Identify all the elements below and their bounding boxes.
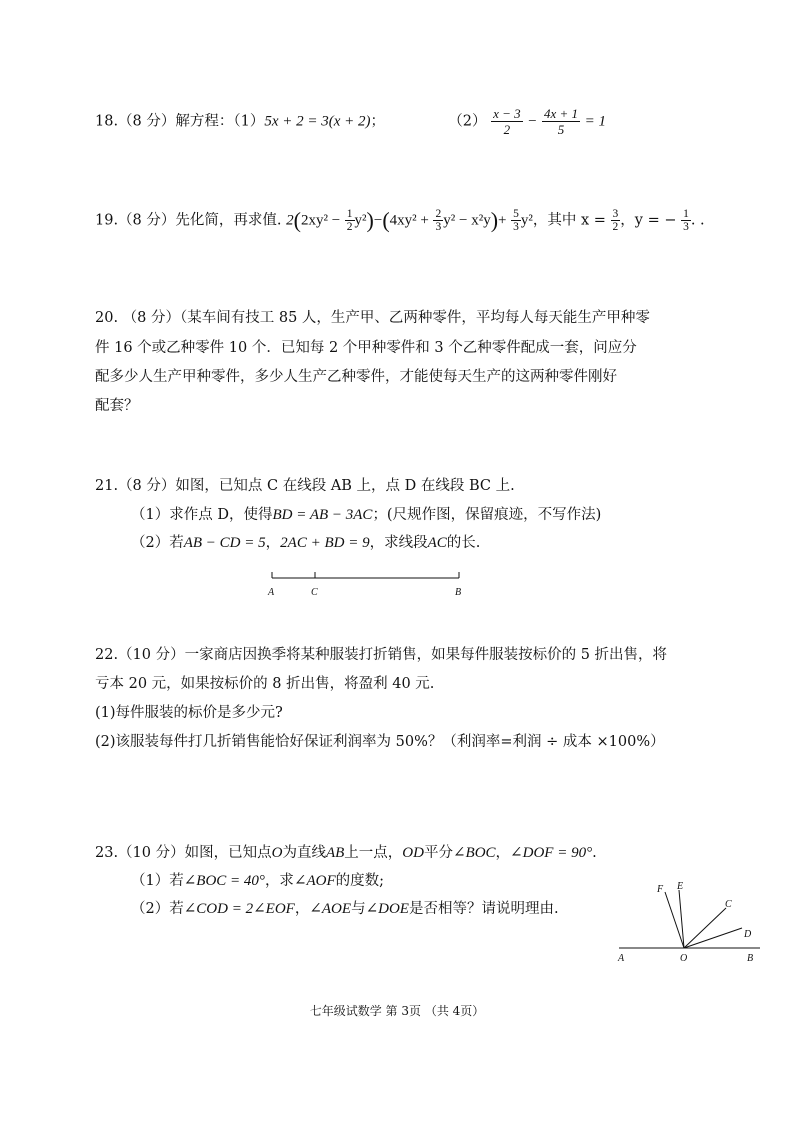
q20-line-4: 配套？	[95, 398, 139, 414]
q23-l2-m: ∠BOC = 40°	[183, 873, 265, 889]
q19-half-den: 2	[346, 221, 353, 233]
q23-l2-a: （1）若	[131, 873, 184, 889]
q23-l3-a: （2）若	[131, 901, 184, 917]
q21-l3-math-2: 2AC + BD = 9	[280, 535, 370, 551]
q19-end: . .	[690, 212, 705, 229]
q18-frac2-numerator: 4x + 1	[544, 106, 579, 121]
label-b: B	[455, 587, 462, 598]
q20-line-3: 配多少人生产甲种零件，多少人生产乙种零件，才能使每天生产的这两种零件刚好	[95, 369, 617, 385]
q21-l3-text-c: 的长.	[446, 535, 481, 551]
q23-l3-m2: ∠AOE	[309, 901, 352, 917]
q19-term-2: y²	[354, 212, 367, 229]
q23-l1-m1: O	[271, 845, 283, 861]
q18-equals-one: = 1	[584, 113, 607, 130]
q18-frac1-numerator: x − 3	[493, 106, 521, 121]
q19-term-1: 2xy² −	[300, 212, 341, 229]
q21-l3-text-b: ，求线段	[369, 535, 428, 551]
q21-l3-math-3: AC	[427, 535, 447, 551]
q19-minus: −	[373, 212, 383, 229]
label-d: D	[744, 929, 752, 940]
q21-line-1: 21.（8 分）如图，已知点 C 在线段 AB 上，点 D 在线段 BC 上.	[95, 478, 515, 494]
q19-23-den: 3	[435, 221, 442, 233]
label-a: A	[618, 953, 625, 964]
ray-od	[684, 928, 742, 948]
q23-l3-c: 与	[351, 901, 366, 917]
q23-l1-m5: ∠DOF = 90°	[510, 845, 593, 861]
label-c: C	[311, 587, 318, 598]
ray-oc	[684, 908, 726, 948]
label-c: C	[725, 899, 732, 910]
q21-l2-text-b: ；(尺规作图，保留痕迹，不写作法)	[372, 507, 602, 523]
q18-frac1-denominator: 2	[503, 122, 511, 137]
q23-l3-m1: ∠COD = 2∠EOF	[183, 901, 295, 917]
q21-l2-math: BD = AB − 3AC	[272, 507, 373, 523]
q22-line-4: (2)该服装每件打几折销售能恰好保证利润率为 50%？（利润率=利润 ÷ 成本 ×100%）	[95, 734, 665, 750]
q22-line-2: 亏本 20 元，如果按标价的 8 折出售，将盈利 40 元.	[95, 676, 435, 692]
q19-y-den: 3	[683, 221, 689, 233]
q19-prefix: 19.（8 分）先化简，再求值.	[95, 212, 282, 229]
q23-l1-m3: OD	[402, 845, 424, 861]
q19-53-den: 3	[513, 221, 519, 233]
label-o: O	[680, 953, 688, 964]
q20-line-2: 件 16 个或乙种零件 10 个．已知每 2 个甲种零件和 3 个乙种零件配成一套，问应分	[95, 340, 637, 356]
q19-half-num: 1	[346, 208, 353, 220]
label-e: E	[677, 881, 684, 892]
q18-equation-1: 5x + 2 = 3(x + 2)	[264, 113, 371, 130]
q23-l2-c: 的度数;	[335, 873, 385, 889]
q19-x-num: 3	[612, 208, 619, 220]
q19-23-num: 2	[435, 208, 442, 220]
q19-plus: +	[498, 212, 507, 229]
q22-line-1: 22.（10 分）一家商店因换季将某种服装打折销售，如果每件服装按标价的 5 折出售，将	[95, 647, 668, 663]
q23-l1-b: 为直线	[282, 845, 326, 861]
q19-y-num: 1	[683, 208, 689, 220]
q23-l1-m2: AB	[325, 845, 345, 861]
q19-condition-x: ，其中 x =	[532, 212, 606, 229]
q23-l3-d: 是否相等？请说明理由.	[408, 901, 559, 917]
q23-l1-e: ，	[495, 845, 511, 861]
q19-53-num: 5	[513, 208, 519, 220]
label-b: B	[747, 953, 754, 964]
label-a: A	[268, 587, 275, 598]
q18-frac2-denominator: 5	[557, 122, 565, 137]
q23-l1-d: 平分	[423, 845, 453, 861]
q23-l3-b: ，	[294, 901, 310, 917]
q21-l3-math-1: AB − CD = 5	[183, 535, 266, 551]
q18-prefix: 18.（8 分）解方程：（1）	[95, 113, 265, 130]
q19-x-den: 2	[612, 221, 619, 233]
label-f: F	[657, 884, 664, 895]
q19-term-4: y² − x²y	[443, 212, 491, 229]
q18-separator: ；	[370, 113, 386, 130]
q19-term-3: 4xy² +	[389, 212, 429, 229]
q22-line-3: (1)每件服装的标价是多少元?	[95, 705, 283, 721]
q20-line-1: 20. （8 分）（某车间有技工 85 人，生产甲、乙两种零件，平均每人每天能生产甲种零	[95, 310, 650, 326]
question-19: 19.（8 分）先化简，再求值. 2(2xy² − $\frac{1}{2}$ y²)−(4xy² + $\frac{2}{3}$ y² − x²y)+ $\frac{5}{3}$ y²，其中 x = $\frac{3}{2}$ ，y = − $\frac{1}{3}$ . .	[95, 207, 705, 233]
q21-l3-text-a: （2）若	[131, 535, 184, 551]
q23-l1-f: .	[592, 845, 597, 861]
q23-l2-m2: ∠AOF	[293, 873, 336, 889]
q23-l3-m3: ∠DOE	[365, 901, 409, 917]
q19-condition-y: ，y = −	[620, 212, 677, 229]
q23-l2-b: ，求	[264, 873, 294, 889]
q23-l1-m4: ∠BOC	[452, 845, 496, 861]
q19-coef: 2	[286, 212, 294, 229]
q21-l2-text-a: （1）求作点 D，使得	[131, 507, 273, 523]
q19-term-5: y²	[520, 212, 533, 229]
q18-minus: −	[527, 113, 538, 130]
q23-l1-c: 上一点，	[344, 845, 403, 861]
q23-l1-a: 23.（10 分）如图，已知点	[95, 845, 272, 861]
page-footer: 七年级试数学 第 3页 （共 4页）	[309, 1004, 485, 1018]
q18-part2-label: （2）	[448, 113, 487, 130]
q21-l3-sep: ，	[265, 535, 281, 551]
